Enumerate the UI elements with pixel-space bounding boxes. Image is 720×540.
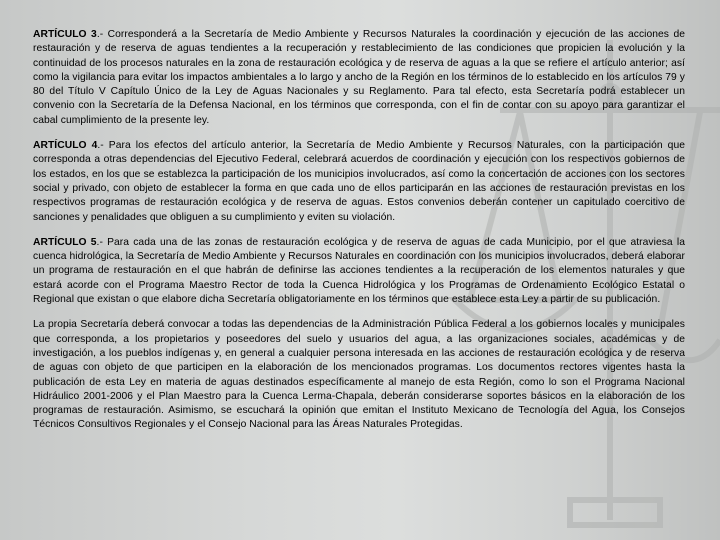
article-3-text: .- Corresponderá a la Secretaría de Medio Ambiente y Recursos Naturales la coordinación y ejecución de las acciones de restauración y de reserva de aguas tendientes a la recuperación y restablecimiento de las condiciones que propicien la evolución y la continuidad de los procesos naturales en la zona de restauración ecológica y de reserva de aguas a la que se refiere el artículo anterior; así como la vigilancia para evitar los impactos ambientales a lo largo y ancho de la Región en los términos de lo establecido en los artículos 79 y 80 del Título V Capítulo Único de la Ley de Aguas Nacionales y su Reglamento. Para tal efecto, esta Secretaría podrá establecer un convenio con la Secretaría de la Defensa Nacional, en los términos que corresponda, con el fin de contar con su apoyo para garantizar el cabal cumplimiento de la presente ley.: [33, 29, 686, 126]
article-3-label: ARTÍCULO 3: [33, 29, 97, 40]
article-4-text: .- Para los efectos del artículo anterior, la Secretaría de Medio Ambiente y Recursos Naturales, con la participación que corresponda a otras dependencias del Ejecutivo Federal, celebrará acuerdos de coordinación y ejecución con los respectivos gobiernos de los estados, en los que se establezca la participación de los municipios involucrados, así como la concertación de acciones con los sectores social y privado, con objeto de establecer la forma en que cada uno de ellos participarán en las acciones de restauración previstas en los respectivos programas de restauración ecológica y de reserva de aguas. Estos convenios deberán contener un capitulado coercitivo de sanciones y penalidades que obliguen a su cumplimiento y eviten su violación.: [33, 140, 686, 223]
article-4-label: ARTÍCULO 4: [33, 140, 98, 152]
document-body: [33, 28, 685, 444]
article-3-paragraph: [33, 28, 685, 128]
closing-paragraph: La propia Secretaría deberá convocar a todas las dependencias de la Administración Pública Federal a los gobiernos locales y municipales que corresponda, a los propietarios y poseedores del suelo y usuarios del agua, a las organizaciones sociales, académicas y de investigación, a los pueblos indígenas y, en general a cualquier persona interesada en las acciones de restauración ecológica y de reserva de aguas con objeto de que participen en la elaboración de los mencionados programas. Los documentos rectores vigentes hasta la publicación de esta Ley en materia de aguas destinados específicamente al manejo de esta Región, como lo son el Programa Nacional Hidráulico 2001-2006 y el Plan Maestro para la Cuenca Lerma-Chapala, deberán considerarse soportes básicos en la elaboración de los programas de restauración. Asimismo, se escuchará la opinión que emitan el Instituto Mexicano de Tecnología del Agua, los Consejos Técnicos Consultivos Regionales y el Consejo Nacional para las Áreas Naturales Protegidas.: [33, 319, 685, 431]
article-4-paragraph: [33, 139, 685, 225]
article-5-paragraph: [33, 236, 685, 307]
article-5-text: .- Para cada una de las zonas de restauración ecológica y de reserva de aguas de cada Municipio, por el que atraviesa la cuenca hidrológica, la Secretaría de Medio Ambiente y Recursos Naturales en coordinación con los municipios involucrados, deberá elaborar un programa de restauración en el que habrán de definirse las acciones tendientes a la recuperación de los elementos naturales y que estará acorde con el Programa Maestro Rector de toda la Cuenca Hidrológica y los Programas de Ordenamiento Ecológico Estatal o Regional que existan o que elabore dicha Secretaría obligatoriamente en los términos que establece esta Ley a partir de su publicación.: [33, 236, 685, 306]
article-5-label: ARTÍCULO 5: [33, 236, 97, 248]
